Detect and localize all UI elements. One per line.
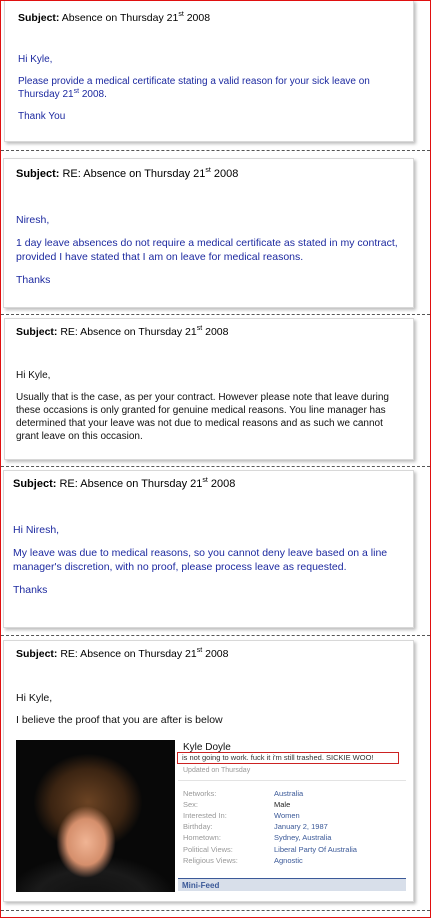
profile-photo: [16, 740, 175, 892]
info-value[interactable]: Australia: [274, 789, 304, 798]
info-value[interactable]: Agnostic: [274, 856, 303, 865]
info-label: Interested In:: [183, 811, 227, 820]
email-greeting: Hi Kyle,: [16, 692, 53, 704]
mini-feed-header[interactable]: Mini-Feed: [178, 878, 406, 891]
email-signoff: Thank You: [18, 111, 66, 122]
info-label: Religious Views:: [183, 856, 238, 865]
email-1-body: [18, 53, 410, 123]
divider: [1, 466, 430, 467]
subject-tail: 2008: [202, 326, 229, 338]
profile-name: Kyle Doyle: [183, 742, 231, 753]
email-greeting: Hi Kyle,: [16, 370, 51, 381]
subject-text: RE: Absence on Thursday 21: [60, 648, 197, 660]
info-label: Sex:: [183, 800, 199, 809]
status-updated-time: Updated on Thursday: [183, 767, 251, 774]
subject-text: RE: Absence on Thursday 21: [60, 326, 197, 338]
email-4-subject: [13, 478, 235, 490]
email-greeting: Hi Kyle,: [18, 54, 53, 65]
divider: [1, 150, 430, 151]
email-2-subject: [16, 168, 238, 180]
info-label: Political Views:: [183, 845, 233, 854]
info-value[interactable]: Women: [274, 811, 300, 820]
divider: [1, 635, 430, 636]
info-label: Hometown:: [183, 833, 221, 842]
email-body-text: 1 day leave absences do not require a medical certificate as stated in my contract, provided I have stated that I am on leave for medical reasons.: [16, 237, 398, 263]
subject-label: Subject:: [13, 478, 57, 490]
subject-tail: 2008: [183, 12, 211, 24]
email-2-body: [16, 213, 408, 287]
subject-tail: 2008: [207, 478, 236, 490]
email-5-body: [16, 691, 408, 727]
subject-sup: st: [205, 167, 211, 174]
subject-sup: st: [196, 647, 203, 654]
email-3-body: [16, 369, 408, 443]
email-body-text: My leave was due to medical reasons, so you cannot deny leave based on a line manager's discretion, with no proof, please process leave as requested.: [13, 547, 388, 573]
subject-text: RE: Absence on Thursday 21: [59, 478, 203, 490]
subject-label: Subject:: [16, 326, 58, 338]
email-greeting: Niresh,: [16, 214, 50, 226]
subject-tail: 2008: [210, 168, 239, 180]
email-1-subject: [18, 12, 210, 24]
subject-sup: st: [196, 325, 203, 332]
info-label: Networks:: [183, 789, 217, 798]
subject-sup: st: [202, 477, 208, 484]
email-4-body: [13, 523, 405, 597]
divider: [1, 314, 430, 315]
email-3-subject: [16, 326, 228, 338]
status-update: is not going to work. fuck it i'm still trashed. SICKIE WOO!: [177, 752, 399, 764]
divider: [1, 910, 430, 911]
info-value[interactable]: Liberal Party Of Australia: [274, 845, 357, 854]
email-body-text: Please provide a medical certificate stating a valid reason for your sick leave on Thursday 21: [18, 76, 370, 100]
email-body-text: Usually that is the case, as per your contract. However please note that leave during these occasions is only granted for genuine medical reasons. You line manager has determined that your leave was not due to medical reasons and as such we cannot grant leave on this occasion.: [16, 392, 389, 442]
divider: [178, 780, 406, 781]
subject-text: RE: Absence on Thursday 21: [62, 168, 206, 180]
info-value[interactable]: January 2, 1987: [274, 822, 328, 831]
info-value: Male: [274, 800, 291, 809]
subject-sup: st: [178, 11, 184, 18]
email-greeting: Hi Niresh,: [13, 524, 60, 536]
email-body-tail: 2008.: [79, 89, 107, 100]
info-value[interactable]: Sydney, Australia: [274, 833, 332, 842]
subject-tail: 2008: [202, 648, 229, 660]
subject-label: Subject:: [18, 12, 60, 24]
email-body-sup: st: [73, 88, 80, 95]
email-body-text: I believe the proof that you are after is below: [16, 714, 223, 726]
email-paragraph: [18, 75, 410, 101]
email-signoff: Thanks: [16, 274, 51, 286]
email-signoff: Thanks: [13, 584, 48, 596]
subject-label: Subject:: [16, 648, 58, 660]
subject-text: Absence on Thursday 21: [61, 12, 179, 24]
email-5-subject: [16, 648, 228, 660]
subject-label: Subject:: [16, 168, 60, 180]
info-label: Birthday:: [183, 822, 213, 831]
